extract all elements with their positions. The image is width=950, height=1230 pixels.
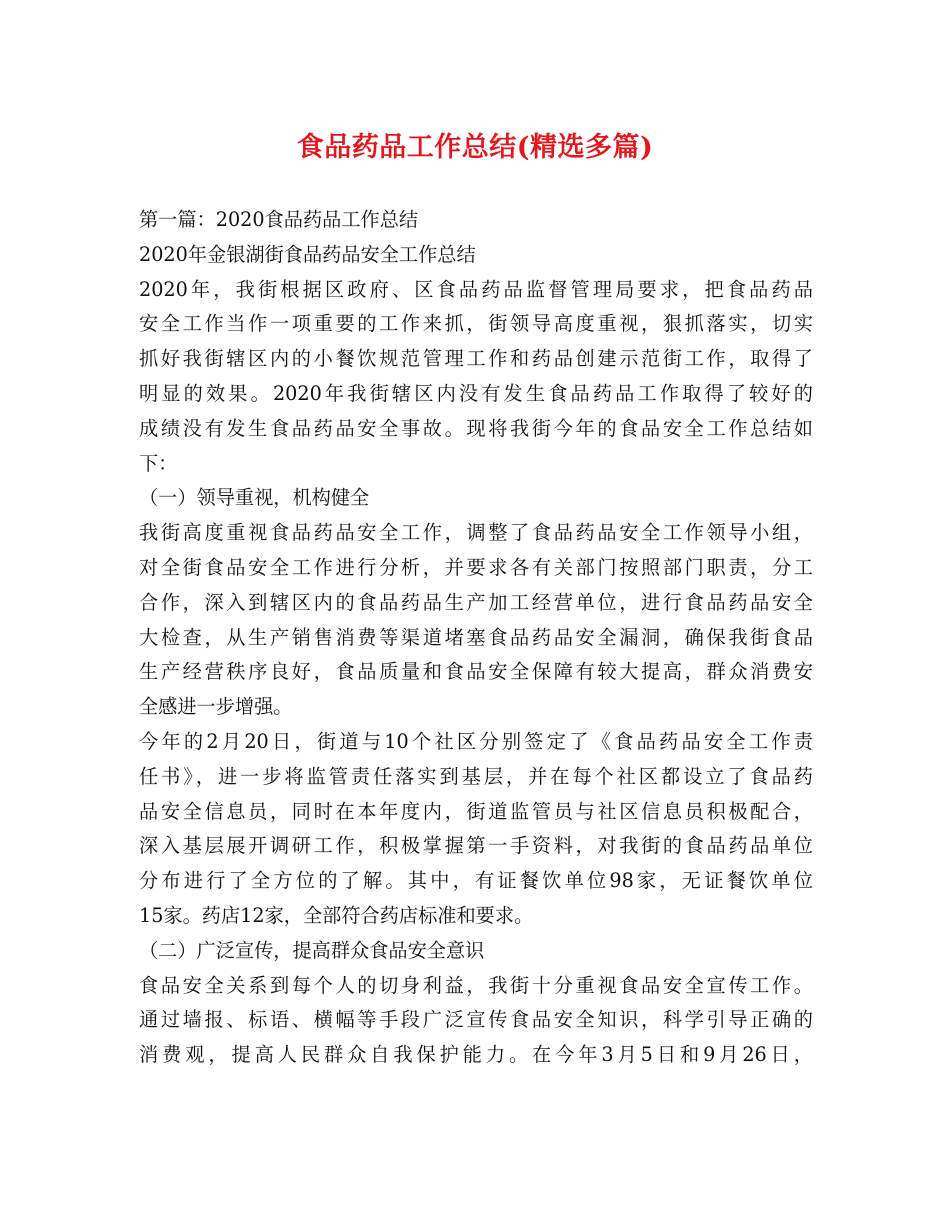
section-heading-publicity: （二）广泛宣传，提高群众食品安全意识	[139, 938, 485, 962]
paragraph-line: 任书》，进一步将监管责任落实到基层，并在每个社区都设立了食品药	[139, 764, 813, 788]
paragraph-line: 下：	[139, 451, 178, 475]
subheading-report-title: 2020年金银湖街食品药品安全工作总结	[139, 242, 476, 266]
heading-part-one: 第一篇：2020食品药品工作总结	[139, 208, 419, 231]
paragraph-line: 2020年，我街根据区政府、区食品药品监督管理局要求，把食品药品	[139, 277, 813, 301]
document-title: 食品药品工作总结(精选多篇)	[296, 132, 654, 163]
paragraph-line: 合作，深入到辖区内的食品药品生产加工经营单位，进行食品药品安全	[139, 590, 813, 614]
paragraph-line: 安全工作当作一项重要的工作来抓，街领导高度重视，狠抓落实，切实	[139, 312, 813, 336]
section-heading-leadership: （一）领导重视，机构健全	[139, 486, 370, 510]
paragraph-line: 分布进行了全方位的了解。其中，有证餐饮单位98家，无证餐饮单位	[139, 869, 813, 893]
paragraph-line: 15家。药店12家，全部符合药店标准和要求。	[139, 903, 534, 927]
paragraph-line: 消费观，提高人民群众自我保护能力。在今年3月5日和9月26日，	[139, 1043, 813, 1067]
paragraph-line: 通过墙报、标语、横幅等手段广泛宣传食品安全知识，科学引导正确的	[139, 1008, 813, 1032]
paragraph-line: 成绩没有发生食品药品安全事故。现将我街今年的食品安全工作总结如	[139, 416, 813, 440]
paragraph-line: 生产经营秩序良好，食品质量和食品安全保障有较大提高，群众消费安	[139, 660, 813, 684]
paragraph-line: 全感进一步增强。	[139, 695, 293, 719]
paragraph-line: 抓好我街辖区内的小餐饮规范管理工作和药品创建示范街工作，取得了	[139, 347, 813, 371]
paragraph-line: 大检查，从生产销售消费等渠道堵塞食品药品安全漏洞，确保我街食品	[139, 625, 813, 649]
paragraph-line: 对全街食品安全工作进行分析，并要求各有关部门按照部门职责，分工	[139, 555, 813, 579]
paragraph-line: 今年的2月20日，街道与10个社区分别签定了《食品药品安全工作责	[139, 729, 813, 753]
paragraph-line: 我街高度重视食品药品安全工作，调整了食品药品安全工作领导小组，	[139, 521, 813, 545]
paragraph-line: 食品安全关系到每个人的切身利益，我街十分重视食品安全宣传工作。	[139, 973, 813, 997]
paragraph-line: 深入基层展开调研工作，积极掌握第一手资料，对我街的食品药品单位	[139, 834, 813, 858]
document-body	[139, 203, 813, 1073]
paragraph-line: 明显的效果。2020年我街辖区内没有发生食品药品工作取得了较好的	[139, 381, 813, 405]
paragraph-line: 品安全信息员，同时在本年度内，街道监管员与社区信息员积极配合，	[139, 799, 813, 823]
